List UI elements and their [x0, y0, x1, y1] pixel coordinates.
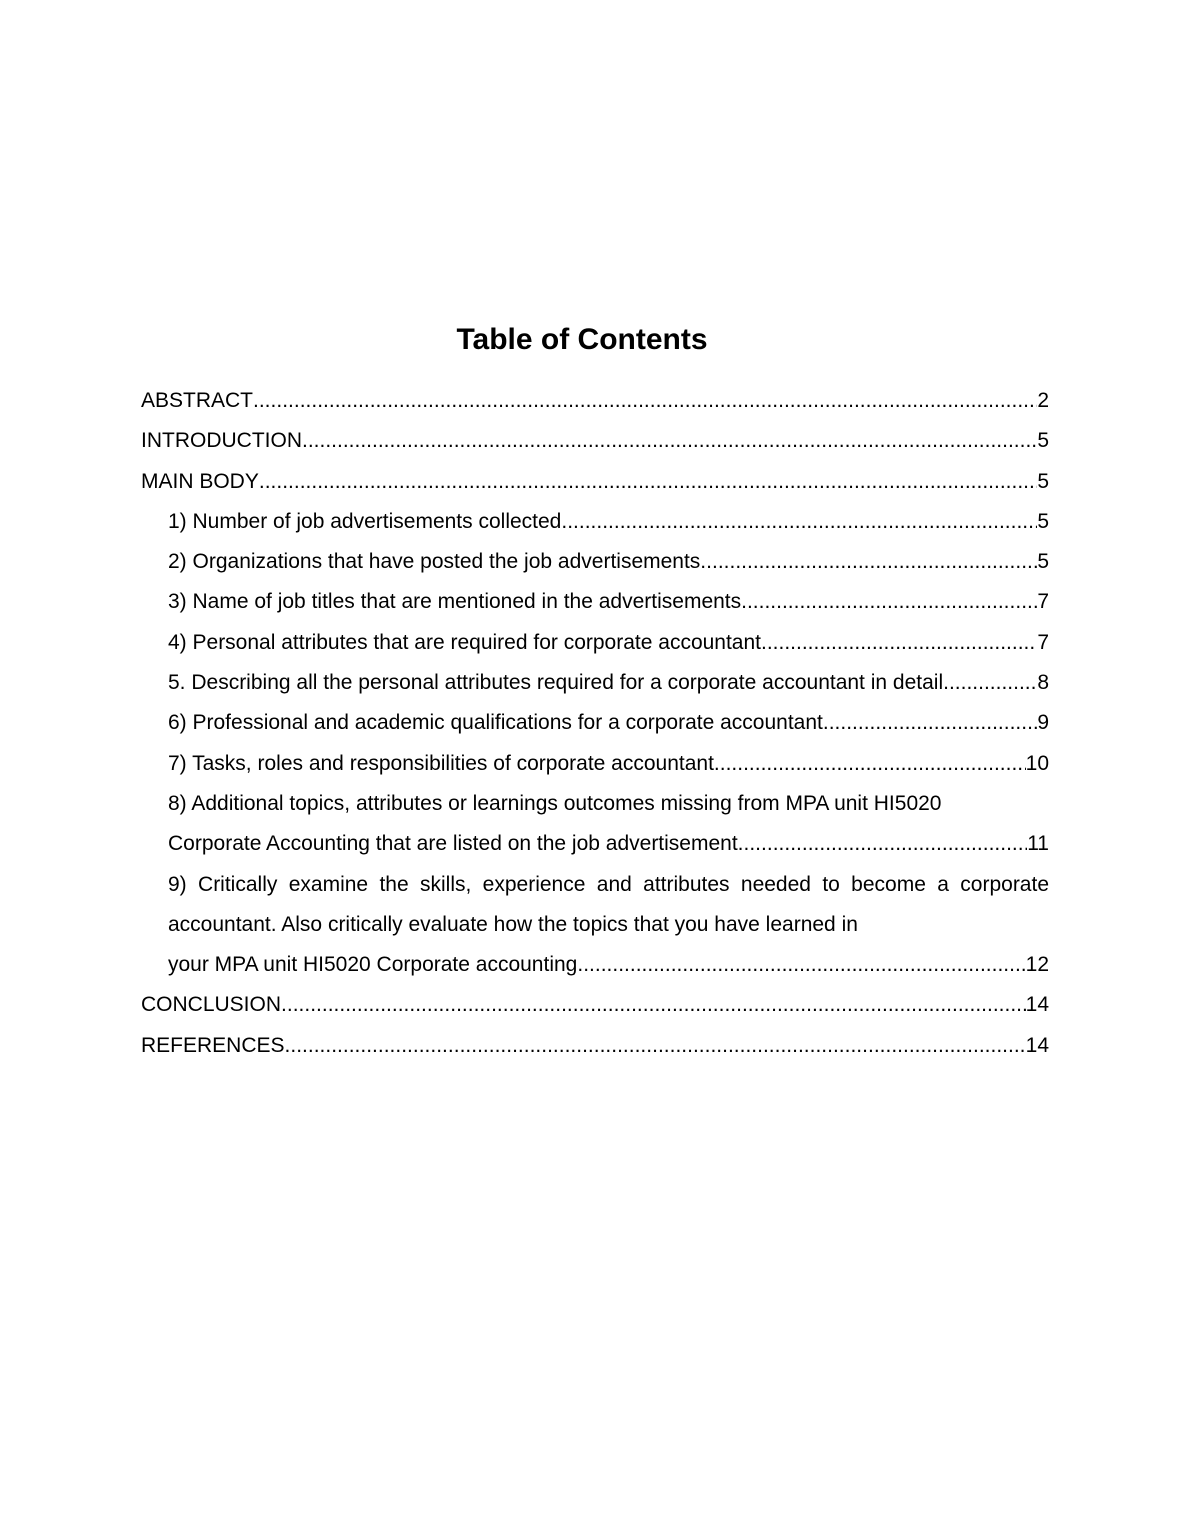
toc-page-number: 12	[1025, 953, 1049, 977]
toc-page-number: 5	[1037, 550, 1049, 574]
toc-entry-label-first: 9) Critically examine the skills, experience and attributes needed to become a corporate accountant. Also critically evaluate how the topics that you have learned in	[168, 872, 1049, 936]
toc-page-number: 2	[1037, 389, 1049, 412]
dot-leader	[259, 462, 1037, 502]
toc-page-number: 14	[1025, 1033, 1049, 1057]
toc-entry-label: ABSTRACT	[141, 389, 254, 412]
toc-subentry-8[interactable]	[141, 784, 1049, 865]
toc-page-number: 5	[1037, 469, 1049, 493]
dot-leader	[253, 381, 1037, 421]
table-of-contents	[141, 381, 1049, 1066]
toc-page-number: 8	[1037, 671, 1049, 695]
toc-entry-introduction[interactable]	[141, 421, 1049, 461]
toc-entry-label-first: 8) Additional topics, attributes or learnings outcomes missing from MPA unit HI5020	[168, 791, 942, 815]
toc-page-number: 5	[1037, 429, 1049, 453]
toc-entry-label: 5. Describing all the personal attributes required for a corporate accountant in detail	[168, 671, 944, 695]
toc-entry-references[interactable]	[141, 1026, 1049, 1066]
toc-subentry-4[interactable]	[141, 623, 1049, 663]
toc-page-number: 7	[1037, 590, 1049, 614]
dot-leader	[767, 623, 1037, 663]
toc-entry-label: 3) Name of job titles that are mentioned in the advertisements.	[168, 590, 747, 614]
toc-page-number: 5	[1037, 509, 1049, 533]
dot-leader	[302, 421, 1037, 461]
toc-entry-label: MAIN BODY	[141, 469, 259, 493]
dot-leader	[720, 744, 1026, 784]
dot-leader	[561, 502, 1037, 542]
toc-subentry-3[interactable]	[141, 582, 1049, 622]
toc-entry-label: 2) Organizations that have posted the job advertisements.	[168, 550, 707, 574]
dot-leader	[744, 824, 1028, 864]
dot-leader	[706, 542, 1037, 582]
toc-entry-label-last: Corporate Accounting that are listed on the job advertisement.	[168, 832, 744, 856]
dot-leader	[577, 945, 1025, 985]
toc-page-number: 11	[1027, 832, 1049, 856]
page-title: Table of Contents	[456, 323, 708, 356]
toc-entry-last-line	[168, 945, 1049, 985]
toc-subentry-7[interactable]	[141, 744, 1049, 784]
toc-entry-label: CONCLUSION	[141, 993, 282, 1017]
toc-subentry-5[interactable]	[141, 663, 1049, 703]
toc-entry-label: 4) Personal attributes that are required for corporate accountant.	[168, 630, 767, 654]
toc-subentry-1[interactable]	[141, 502, 1049, 542]
toc-subentry-9[interactable]	[141, 865, 1049, 986]
toc-subentry-2[interactable]	[141, 542, 1049, 582]
toc-entry-last-line	[168, 824, 1049, 864]
toc-entry-label: 7) Tasks, roles and responsibilities of corporate accountant.	[168, 751, 720, 775]
toc-entry-abstract[interactable]	[141, 381, 1049, 421]
dot-leader	[747, 582, 1037, 622]
dot-leader	[285, 1026, 1026, 1066]
toc-entry-main-body[interactable]	[141, 462, 1049, 502]
toc-entry-conclusion[interactable]	[141, 985, 1049, 1025]
toc-entry-label: 1) Number of job advertisements collected	[168, 509, 562, 533]
toc-entry-label-last: your MPA unit HI5020 Corporate accounting	[168, 953, 578, 977]
toc-page-number: 7	[1037, 630, 1049, 654]
toc-page-number: 14	[1025, 993, 1049, 1017]
toc-page-number: 10	[1025, 751, 1049, 775]
dot-leader	[281, 985, 1026, 1025]
toc-entry-label: REFERENCES	[141, 1033, 285, 1057]
toc-entry-label: 6) Professional and academic qualifications for a corporate accountant.	[168, 711, 829, 735]
dot-leader	[943, 663, 1037, 703]
toc-entry-label: INTRODUCTION	[141, 429, 302, 453]
dot-leader	[829, 703, 1038, 743]
toc-subentry-6[interactable]	[141, 703, 1049, 743]
toc-page-number: 9	[1037, 711, 1049, 735]
